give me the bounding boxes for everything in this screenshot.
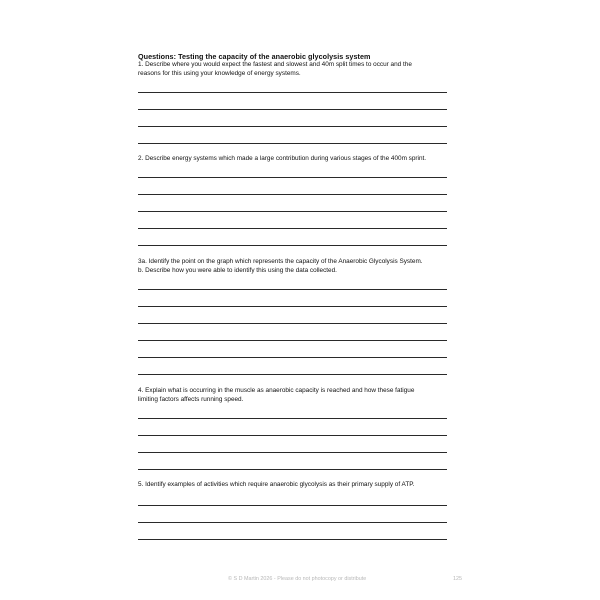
answer-line[interactable] xyxy=(138,469,447,470)
question-3 xyxy=(138,258,468,275)
question-2 xyxy=(138,155,468,164)
answer-line[interactable] xyxy=(138,357,447,358)
answer-line[interactable] xyxy=(138,418,447,419)
question-1-text-continued: reasons for this using your knowledge of energy systems. xyxy=(138,69,301,77)
answer-line[interactable] xyxy=(138,177,447,178)
question-4-text: 4. Explain what is occurring in the muscle as anaerobic capacity is reached and how these fatigue xyxy=(138,387,415,394)
answer-line[interactable] xyxy=(138,435,447,436)
question-5 xyxy=(138,481,468,490)
answer-line[interactable] xyxy=(138,522,447,523)
answer-line[interactable] xyxy=(138,539,447,540)
answer-line[interactable] xyxy=(138,92,447,93)
question-1 xyxy=(138,61,468,78)
answer-line[interactable] xyxy=(138,306,447,307)
answer-line[interactable] xyxy=(138,228,447,229)
answer-line[interactable] xyxy=(138,374,447,375)
question-4-text-continued: limiting factors affects running speed. xyxy=(138,395,244,403)
answer-line[interactable] xyxy=(138,505,447,506)
answer-line[interactable] xyxy=(138,452,447,453)
answer-line[interactable] xyxy=(138,211,447,212)
answer-line[interactable] xyxy=(138,245,447,246)
copyright-notice: © S D Martin 2026 - Please do not photocopy or distribute xyxy=(228,576,367,582)
answer-line[interactable] xyxy=(138,340,447,341)
answer-line[interactable] xyxy=(138,323,447,324)
question-3a-text: 3a. Identify the point on the graph which represents the capacity of the Anaerobic Glycolysis System. xyxy=(138,258,423,265)
question-5-text: 5. Identify examples of activities which require anaerobic glycolysis as their primary supply of ATP. xyxy=(138,481,415,488)
answer-line[interactable] xyxy=(138,126,447,127)
question-2-text: 2. Describe energy systems which made a large contribution during various stages of the 400m sprint. xyxy=(138,155,427,162)
answer-line[interactable] xyxy=(138,143,447,144)
question-4 xyxy=(138,387,468,404)
question-3b-text: b. Describe how you were able to identify this using the data collected. xyxy=(138,266,337,274)
answer-line[interactable] xyxy=(138,194,447,195)
answer-line[interactable] xyxy=(138,289,447,290)
question-1-text: 1. Describe where you would expect the fastest and slowest and 40m split times to occur and the xyxy=(138,61,412,68)
worksheet-title: Questions: Testing the capacity of the anaerobic glycolysis system xyxy=(138,52,371,61)
page-number: 125 xyxy=(453,576,462,582)
answer-line[interactable] xyxy=(138,109,447,110)
